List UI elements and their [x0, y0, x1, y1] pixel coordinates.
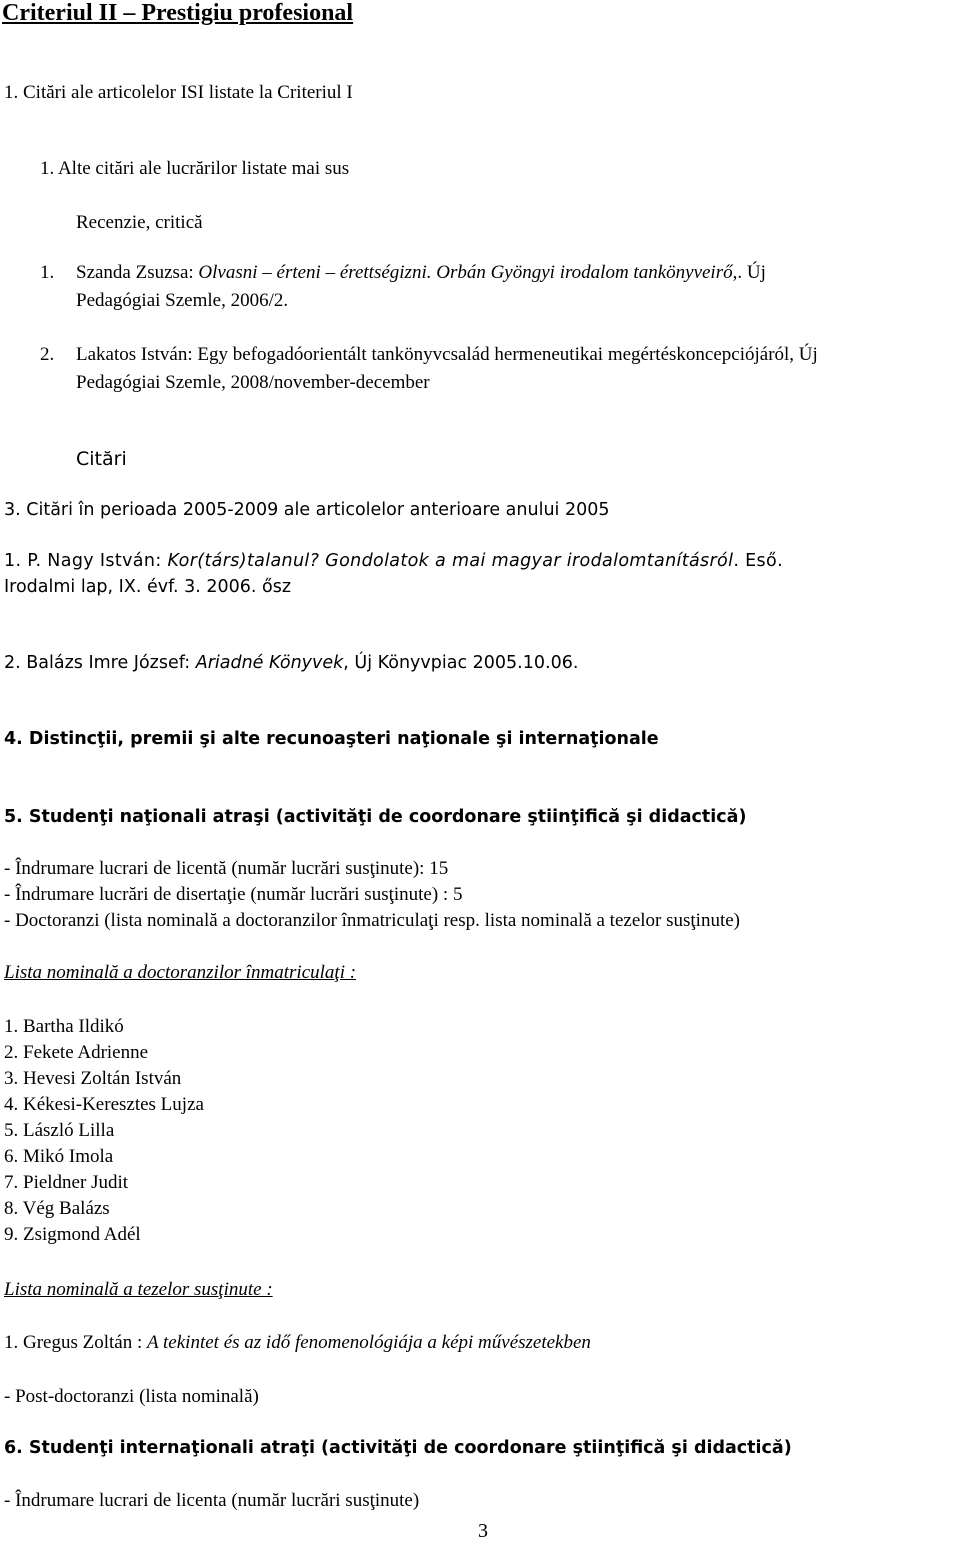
doctorand-6: 6. Mikó Imola: [4, 1146, 114, 1167]
recenzie-item-1-title: Olvasni – érteni – érettségizni. Orbán Gyöngyi irodalom tankönyveirő: [198, 262, 733, 283]
indrumare-licenta: - Îndrumare lucrari de licentă (număr lucrări susţinute): 15: [4, 858, 449, 879]
citare-item-2-author: 2. Balázs Imre József:: [4, 653, 196, 673]
doctorand-1: 1. Bartha Ildikó: [4, 1016, 124, 1037]
recenzie-item-2-line-2: Pedagógiai Szemle, 2008/november-december: [76, 372, 430, 393]
indrumare-licenta-internationali: - Îndrumare lucrari de licenta (număr lucrări susţinute): [4, 1490, 420, 1511]
citare-item-2-title: Ariadné Könyvek: [195, 653, 344, 673]
doctorand-5: 5. László Lilla: [4, 1120, 115, 1141]
doctoranzi-line: - Doctoranzi (lista nominală a doctoranzilor înmatriculaţi resp. lista nominală a tezelor susţinute): [4, 910, 740, 931]
doctorand-2: 2. Fekete Adrienne: [4, 1042, 149, 1063]
recenzie-item-1-author: Szanda Zsuzsa:: [76, 262, 199, 283]
recenzie-item-1-number: 1.: [40, 262, 55, 283]
indrumare-disertatie: - Îndrumare lucrări de disertaţie (număr lucrări susţinute) : 5: [4, 884, 463, 905]
doctorand-3: 3. Hevesi Zoltán István: [4, 1068, 182, 1089]
section-1-heading: 1. Citări ale articolelor ISI listate la Criteriul I: [4, 82, 353, 103]
recenzie-item-1-line-2: Pedagógiai Szemle, 2006/2.: [76, 290, 289, 311]
citare-item-2: [4, 653, 578, 673]
citare-item-1-line-2: Irodalmi lap, IX. évf. 3. 2006. ősz: [4, 577, 292, 597]
postdoctoranzi-line: - Post-doctoranzi (lista nominală): [4, 1386, 259, 1407]
doctorand-8: 8. Vég Balázs: [4, 1198, 110, 1219]
doctorand-4: 4. Kékesi-Keresztes Lujza: [4, 1094, 204, 1115]
citare-item-2-rest: , Új Könyvpiac 2005.10.06.: [343, 653, 579, 673]
doctorand-7: 7. Pieldner Judit: [4, 1172, 129, 1193]
section-1a-heading: 1. Alte citări ale lucrărilor listate mai sus: [40, 158, 350, 179]
recenzie-item-1-line-1: [76, 262, 766, 284]
recenzie-heading: Recenzie, critică: [76, 212, 203, 233]
page-number: 3: [478, 1520, 488, 1542]
citare-item-1-rest: . Eső.: [733, 551, 783, 571]
page-title: Criteriul II – Prestigiu profesional: [2, 0, 354, 26]
citare-item-1-line-1: [4, 551, 783, 571]
teza-item-1-author: 1. Gregus Zoltán :: [4, 1332, 148, 1353]
recenzie-item-2-number: 2.: [40, 344, 55, 365]
doctorand-9: 9. Zsigmond Adél: [4, 1224, 141, 1245]
citari-heading: Citări: [76, 448, 127, 470]
section-3-heading: 3. Citări în perioada 2005-2009 ale articolelor anterioare anului 2005: [4, 500, 610, 520]
citare-item-1-author: 1. P. Nagy István:: [4, 551, 168, 571]
section-6-heading: 6. Studenţi internaţionali atraţi (activităţi de coordonare ştiinţifică şi didactică): [4, 1438, 792, 1458]
recenzie-item-1-rest: ,. Új: [732, 262, 766, 283]
lista-teze-heading: Lista nominală a tezelor susţinute :: [4, 1279, 273, 1300]
section-4-heading: 4. Distincţii, premii şi alte recunoaşteri naţionale şi internaţionale: [4, 729, 659, 749]
recenzie-item-2-line-1: Lakatos István: Egy befogadóorientált tankönyvcsalád hermeneutikai megértéskoncepciójáról, Új: [76, 344, 818, 365]
teza-item-1-title: A tekintet és az idő fenomenológiája a képi művészetekben: [147, 1332, 591, 1353]
section-5-heading: 5. Studenţi naţionali atraşi (activităţi de coordonare ştiinţifică şi didactică): [4, 807, 747, 827]
teza-item-1: [4, 1332, 591, 1354]
lista-doctoranzi-heading: Lista nominală a doctoranzilor înmatriculaţi :: [4, 962, 357, 983]
citare-item-1-title: Kor(társ)talanul? Gondolatok a mai magyar irodalomtanításról: [167, 551, 734, 571]
